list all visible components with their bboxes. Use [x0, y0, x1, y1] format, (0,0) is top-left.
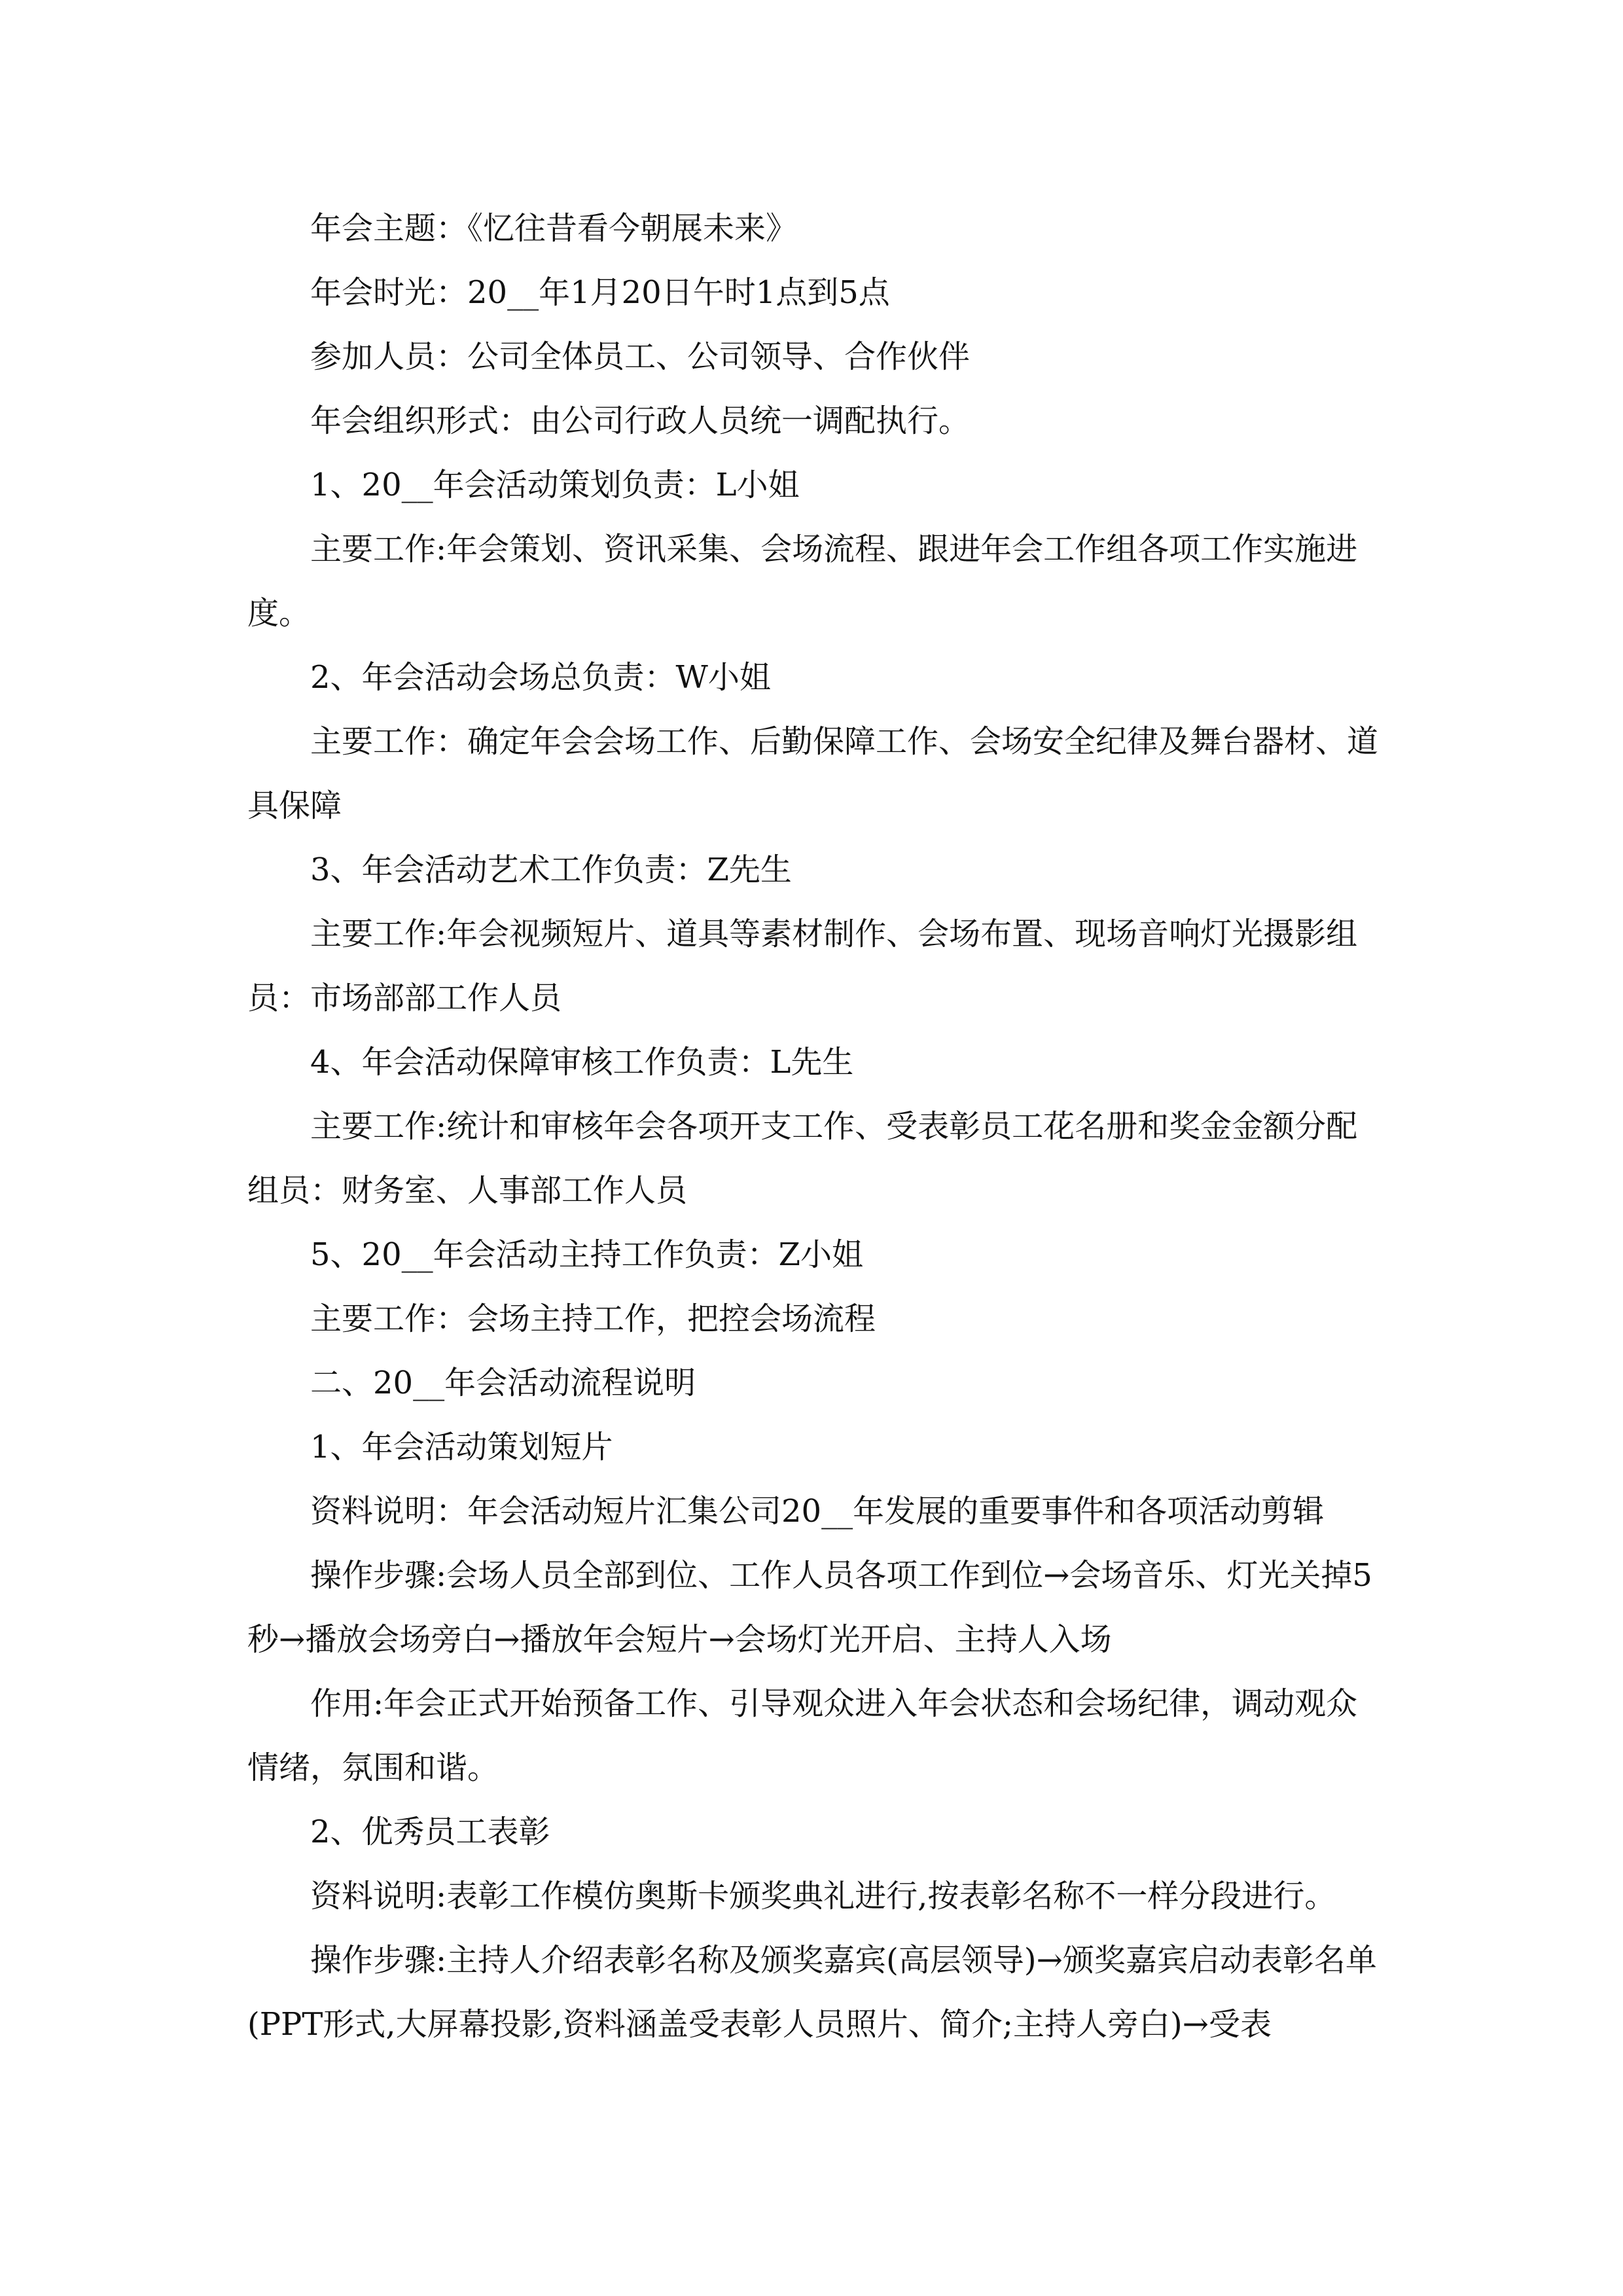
paragraph: 2、年会活动会场总负责：W小姐: [310, 659, 771, 696]
paragraph: 主要工作：会场主持工作，把控会场流程: [310, 1300, 876, 1337]
paragraph: 资料说明:表彰工作模仿奥斯卡颁奖典礼进行,按表彰名称不一样分段进行。: [310, 1878, 1336, 1914]
paragraph: 3、年会活动艺术工作负责：Z先生: [310, 852, 792, 888]
paragraph: 2、优秀员工表彰: [310, 1814, 550, 1850]
paragraph: 4、年会活动保障审核工作负责：L先生: [310, 1044, 854, 1081]
paragraph: 5、20__年会活动主持工作负责：Z小姐: [310, 1236, 863, 1273]
paragraph: 操作步骤:会场人员全部到位、工作人员各项工作到位→会场音乐、灯光关掉5秒→播放会场旁白→播放年会短片→会场灯光开启、主持人入场: [247, 1557, 1372, 1658]
paragraph: 年会主题：《忆往昔看今朝展未来》: [310, 210, 798, 247]
paragraph: 作用:年会正式开始预备工作、引导观众进入年会状态和会场纪律，调动观众情绪，氛围和谐。: [247, 1685, 1358, 1786]
paragraph: 主要工作:年会视频短片、道具等素材制作、会场布置、现场音响灯光摄影组员：市场部部工作人员: [247, 916, 1358, 1016]
paragraph: 资料说明：年会活动短片汇集公司20__年发展的重要事件和各项活动剪辑: [310, 1493, 1325, 1530]
paragraph: 年会时光：20__年1月20日午时1点到5点: [310, 274, 890, 311]
document-body: [247, 196, 1380, 2056]
paragraph: 主要工作:年会策划、资讯采集、会场流程、跟进年会工作组各项工作实施进度。: [247, 531, 1358, 632]
paragraph: 操作步骤:主持人介绍表彰名称及颁奖嘉宾(高层领导)→颁奖嘉宾启动表彰名单(PPT形式,大屏幕投影,资料涵盖受表彰人员照片、简介;主持人旁白)→受表: [247, 1942, 1377, 2043]
paragraph: 1、年会活动策划短片: [310, 1429, 613, 1465]
paragraph: 年会组织形式：由公司行政人员统一调配执行。: [310, 403, 971, 439]
paragraph: 参加人员：公司全体员工、公司领导、合作伙伴: [310, 338, 971, 375]
paragraph: 二、20__年会活动流程说明: [310, 1365, 696, 1401]
paragraph: 主要工作：确定年会会场工作、后勤保障工作、会场安全纪律及舞台器材、道具保障: [247, 723, 1379, 824]
paragraph: 主要工作:统计和审核年会各项开支工作、受表彰员工花名册和奖金金额分配组员：财务室、人事部工作人员: [247, 1108, 1358, 1209]
paragraph: 1、20__年会活动策划负责：L小姐: [310, 467, 800, 503]
